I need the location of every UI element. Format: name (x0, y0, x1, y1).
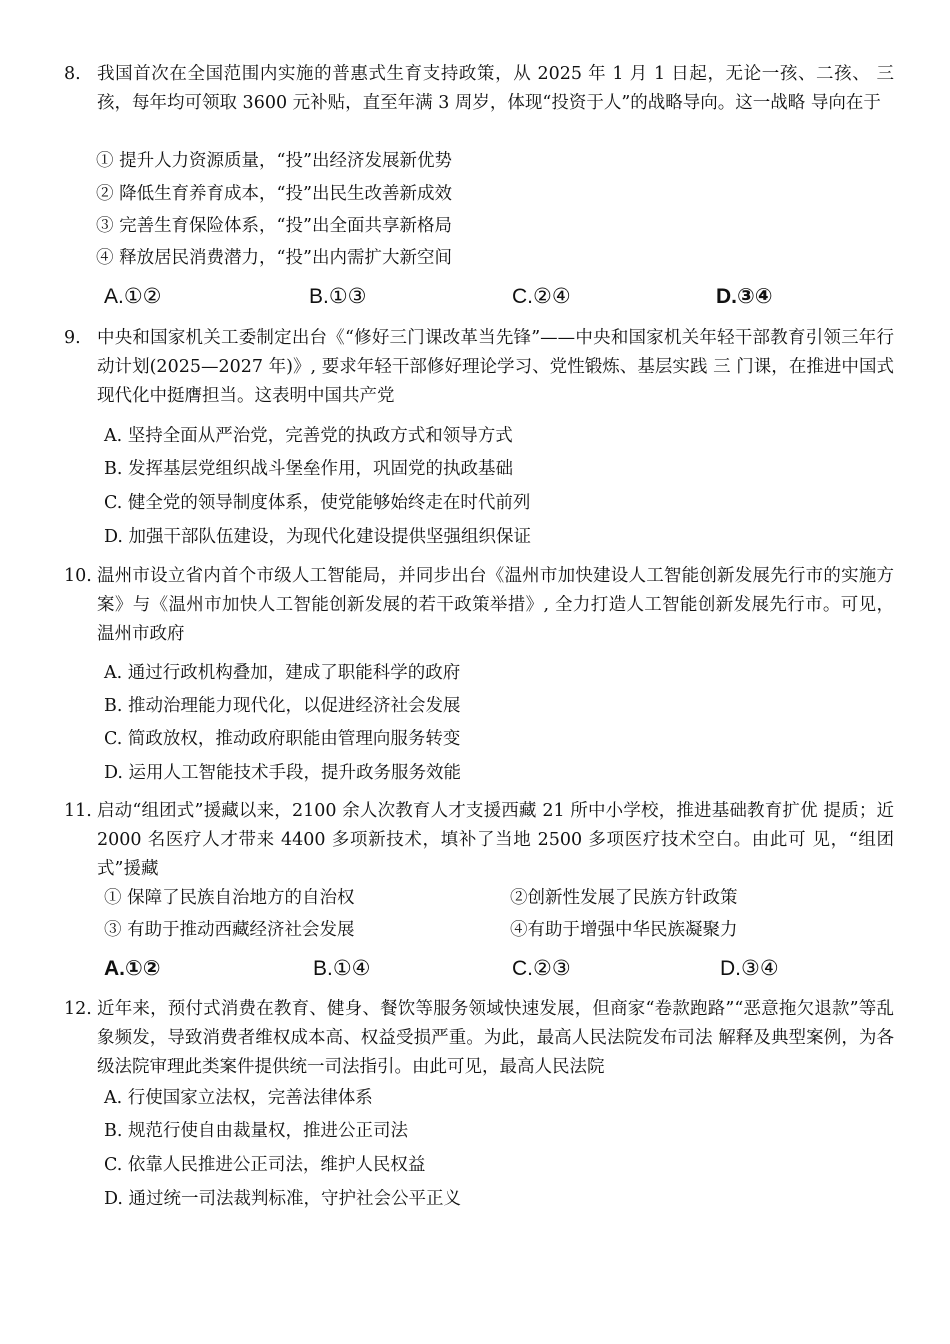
statement-item: ② 降低生育养育成本，“投”出民生改善新成效 (96, 184, 452, 204)
choice-b[interactable]: B.①③ (309, 285, 367, 308)
statement-item: ②创新性发展了民族方针政策 (510, 888, 738, 908)
question-9 (64, 324, 894, 412)
statement-item: ④有助于增强中华民族凝聚力 (510, 920, 738, 940)
option-b[interactable]: B. 发挥基层党组织战斗堡垒作用，巩固党的执政基础 (104, 459, 513, 479)
choice-b[interactable]: B.①④ (313, 957, 371, 980)
choice-a[interactable]: A.①② (104, 285, 162, 308)
choice-c[interactable]: C.②③ (512, 957, 571, 980)
question-number: 8. (64, 64, 81, 84)
statement-item: ④ 释放居民消费潜力，“投”出内需扩大新空间 (96, 248, 452, 268)
question-12 (64, 995, 894, 1083)
option-d[interactable]: D. 通过统一司法裁判标准，守护社会公平正义 (104, 1189, 462, 1209)
statement-item: ① 提升人力资源质量，“投”出经济发展新优势 (96, 151, 452, 171)
option-d[interactable]: D. 运用人工智能技术手段，提升政务服务效能 (104, 763, 462, 783)
question-stem: 近年来，预付式消费在教育、健身、餐饮等服务领域快速发展，但商家“卷款跑路”“恶意拖欠退款”等乱象频发，导致消费者维权成本高、权益受损严重。为此，最高人民法院发布司法 解释及典型案例，为各级法院审理此类案件提供统一司法指引。由此可见，最高人民法院 (97, 999, 894, 1077)
statement-item: ③ 有助于推动西藏经济社会发展 (104, 920, 355, 940)
question-stem: 中央和国家机关工委制定出台《“修好三门课改革当先锋”——中央和国家机关年轻干部教育引领三年行动计划(2025—2027 年)》, 要求年轻干部修好理论学习、党性锻炼、基层实践 三 门课，在推进中国式现代化中挺膺担当。这表明中国共产党 (97, 328, 894, 406)
option-b[interactable]: B. 推动治理能力现代化，以促进经济社会发展 (104, 696, 461, 716)
question-number: 12. (64, 999, 92, 1019)
question-stem: 温州市设立省内首个市级人工智能局，并同步出台《温州市加快建设人工智能创新发展先行市的实施方案》与《温州市加快人工智能创新发展的若干政策举措》, 全力打造人工智能创新发展先行市。可见，温州市政府 (97, 566, 894, 644)
option-a[interactable]: A. 坚持全面从严治党，完善党的执政方式和领导方式 (104, 426, 513, 446)
option-c[interactable]: C. 健全党的领导制度体系，使党能够始终走在时代前列 (104, 493, 531, 513)
option-b[interactable]: B. 规范行使自由裁量权，推进公正司法 (104, 1121, 408, 1141)
choice-d[interactable]: D.③④ (716, 285, 773, 308)
choice-c[interactable]: C.②④ (512, 285, 571, 308)
option-d[interactable]: D. 加强干部队伍建设，为现代化建设提供坚强组织保证 (104, 527, 532, 547)
question-number: 9. (64, 328, 81, 348)
question-number: 10. (64, 566, 92, 586)
question-8 (64, 60, 894, 148)
choice-d[interactable]: D.③④ (720, 957, 779, 980)
option-c[interactable]: C. 依靠人民推进公正司法，维护人民权益 (104, 1155, 426, 1175)
question-10 (64, 562, 894, 650)
question-number: 11. (64, 801, 92, 821)
option-c[interactable]: C. 简政放权，推动政府职能由管理向服务转变 (104, 729, 461, 749)
question-stem: 启动“组团式”援藏以来，2100 余人次教育人才支援西藏 21 所中小学校，推进基础教育扩优 提质；近 2000 名医疗人才带来 4400 多项新技术，填补了当地 2500 多项医疗技术空白。由此可 见，“组团式”援藏 (97, 801, 894, 879)
option-a[interactable]: A. 行使国家立法权，完善法律体系 (104, 1088, 373, 1108)
statement-item: ① 保障了民族自治地方的自治权 (104, 888, 355, 908)
option-a[interactable]: A. 通过行政机构叠加，建成了职能科学的政府 (104, 663, 461, 683)
choice-a[interactable]: A.①② (104, 957, 161, 980)
statement-item: ③ 完善生育保险体系，“投”出全面共享新格局 (96, 216, 452, 236)
question-stem: 我国首次在全国范围内实施的普惠式生育支持政策，从 2025 年 1 月 1 日起，无论一孩、二孩、 三孩，每年均可领取 3600 元补贴，直至年满 3 周岁，体现“投资于人”的战略导向。这一战略 导向在于 (97, 64, 894, 113)
question-11 (64, 797, 894, 885)
